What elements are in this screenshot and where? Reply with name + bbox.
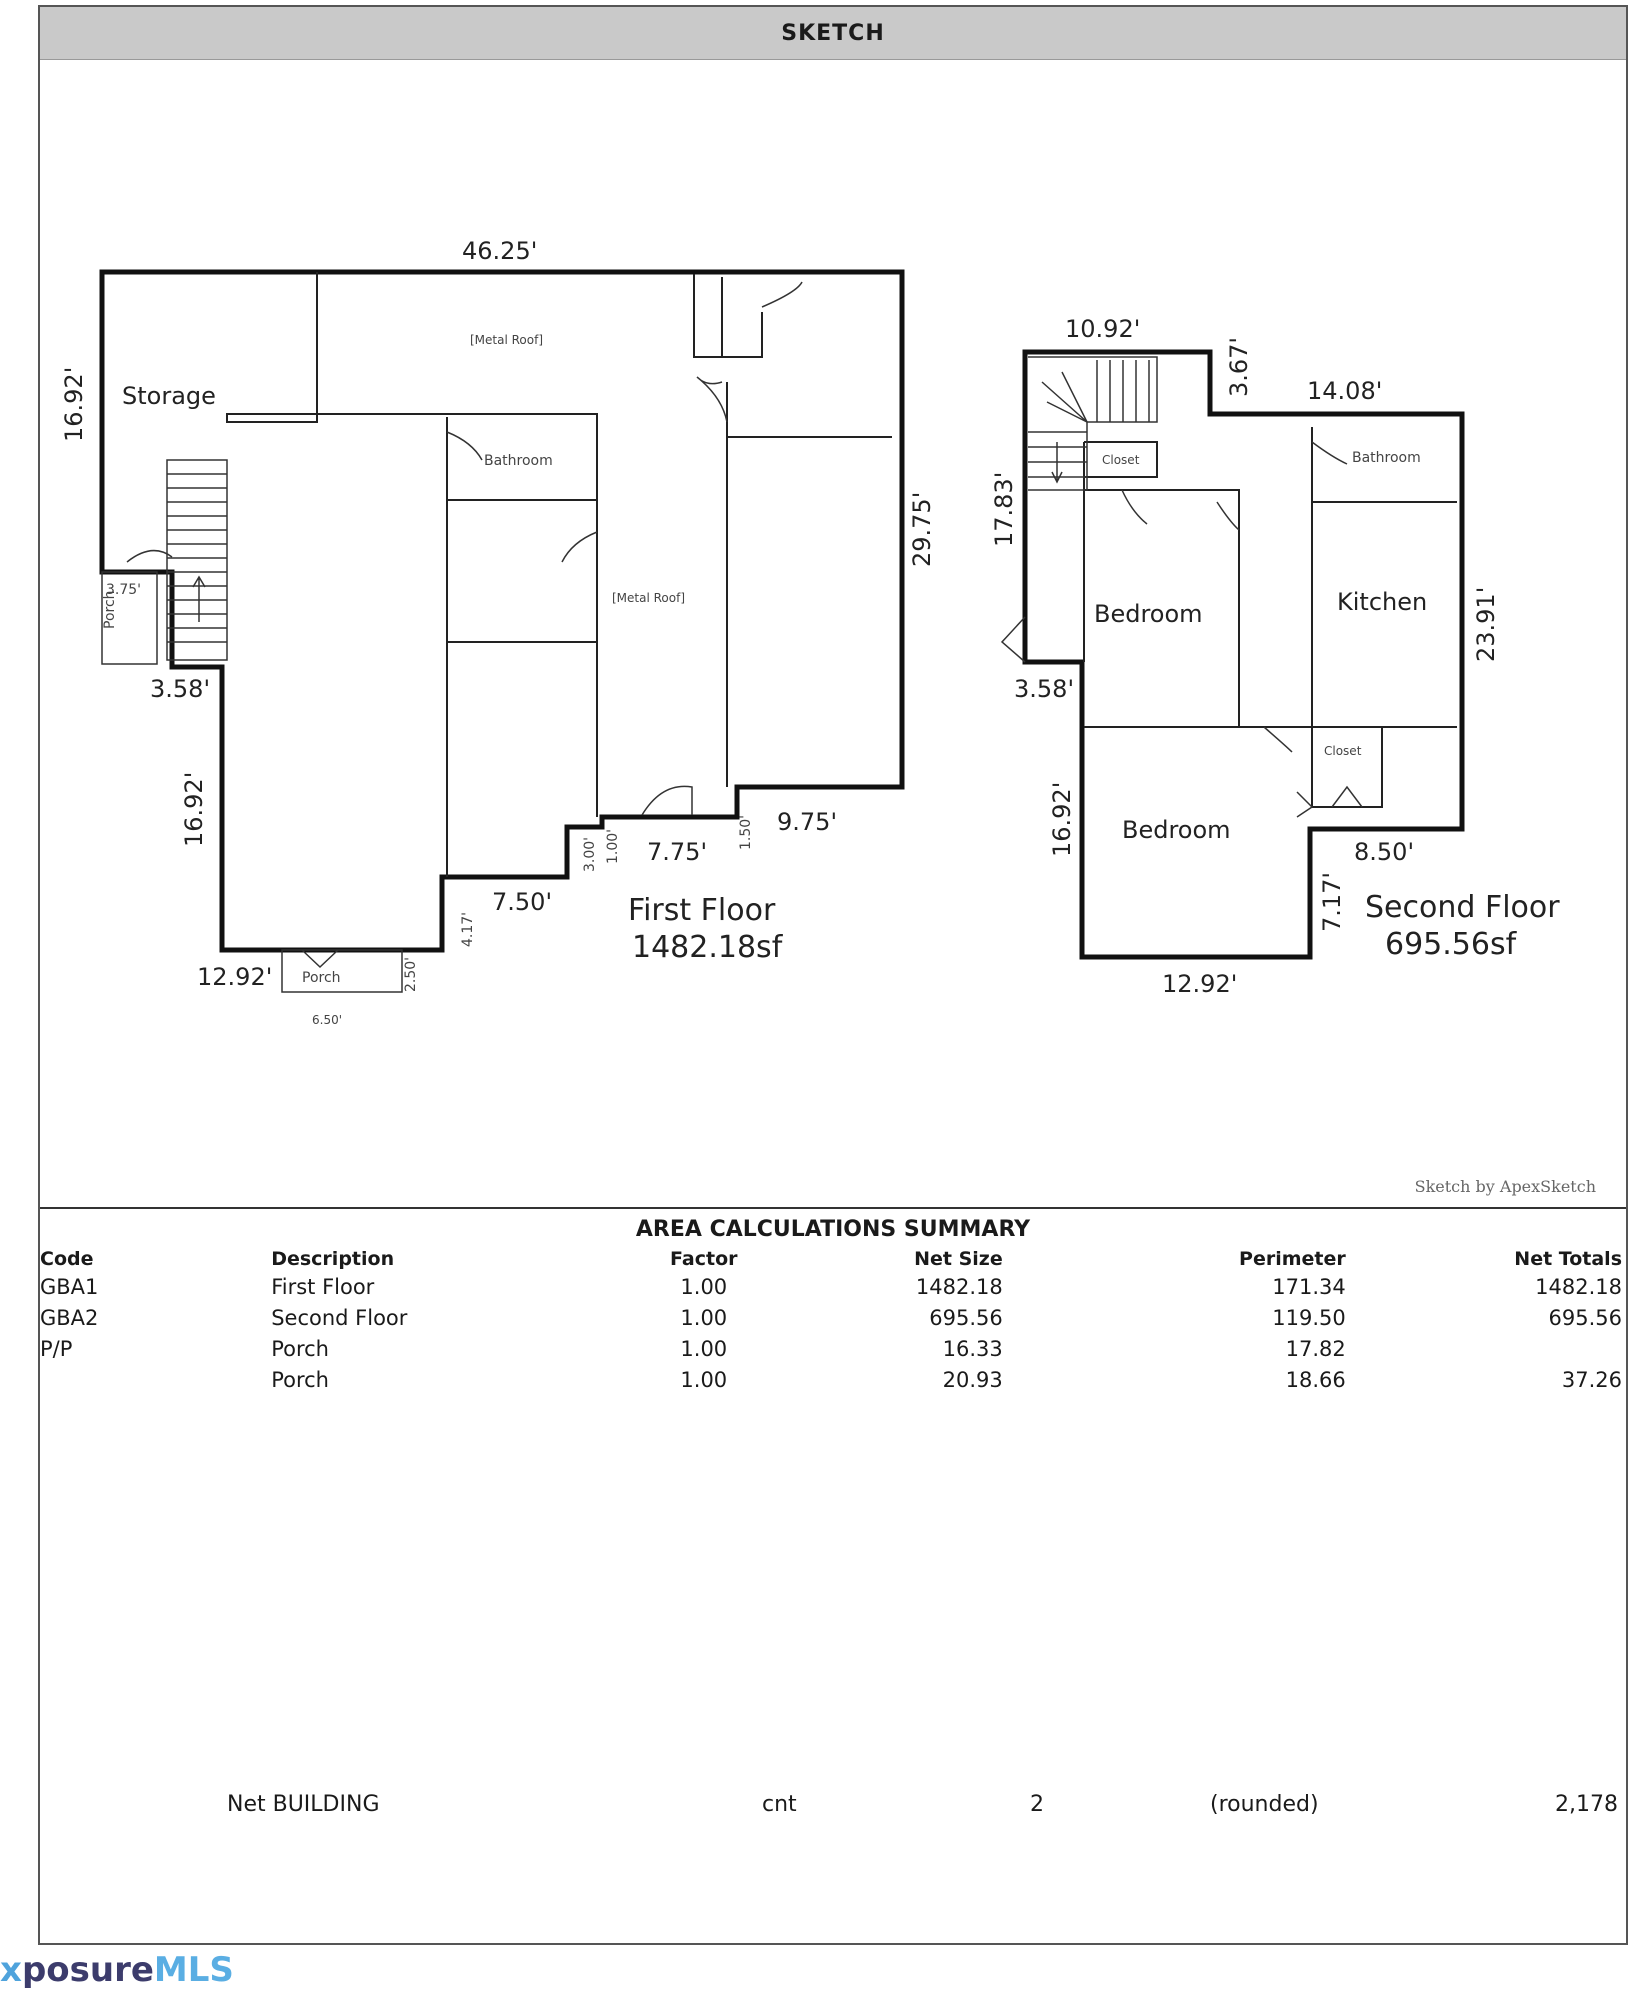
table-header-row bbox=[40, 1247, 1626, 1271]
cell-factor: 1.00 bbox=[680, 1367, 728, 1392]
cell-description: Porch bbox=[271, 1367, 329, 1392]
net-building-total: 2,178 bbox=[1555, 1792, 1618, 1817]
dim-ff-step-b-h: 3.00' bbox=[582, 836, 598, 872]
dim-ff-lower-left: 16.92' bbox=[180, 771, 208, 847]
first-floor-plan bbox=[60, 237, 936, 1027]
header-factor: Factor bbox=[670, 1248, 738, 1270]
logo-x: x bbox=[0, 1950, 22, 1990]
room-porch-small: Porch bbox=[102, 590, 118, 629]
cell-code: GBA1 bbox=[40, 1274, 99, 1299]
header-net-totals: Net Totals bbox=[1514, 1248, 1622, 1270]
cell-perimeter: 171.34 bbox=[1272, 1274, 1346, 1299]
second-floor-name: Second Floor bbox=[1365, 890, 1560, 925]
cell-perimeter: 17.82 bbox=[1285, 1336, 1346, 1361]
dim-ff-step-b-h2: 1.00' bbox=[605, 828, 621, 864]
cell-net-size: 20.93 bbox=[942, 1367, 1003, 1392]
dim-sf-right: 23.91' bbox=[1472, 586, 1500, 662]
net-building-rounded-label: (rounded) bbox=[1210, 1792, 1319, 1817]
table-row bbox=[40, 1271, 1626, 1302]
room-closet-1: Closet bbox=[1102, 453, 1140, 467]
room-metal-roof-2: [Metal Roof] bbox=[612, 591, 686, 605]
dim-ff-step-w: 3.58' bbox=[150, 675, 211, 703]
room-porch-front: Porch bbox=[302, 970, 341, 986]
dim-sf-lower-left: 16.92' bbox=[1048, 781, 1076, 857]
first-floor-stairs bbox=[167, 460, 227, 660]
header-perimeter: Perimeter bbox=[1239, 1248, 1346, 1270]
dim-sf-left: 17.83' bbox=[990, 471, 1018, 547]
net-building-label: Net BUILDING bbox=[227, 1792, 380, 1817]
dim-sf-notch: 3.67' bbox=[1225, 336, 1253, 397]
table-row bbox=[40, 1364, 1626, 1395]
cell-code: P/P bbox=[40, 1336, 73, 1361]
summary-divider bbox=[40, 1207, 1626, 1209]
dim-sf-top: 10.92' bbox=[1065, 315, 1141, 343]
room-metal-roof-1: [Metal Roof] bbox=[470, 333, 544, 347]
table-row bbox=[40, 1302, 1626, 1333]
logo-posure: posure bbox=[21, 1950, 154, 1990]
cell-net-size: 1482.18 bbox=[915, 1274, 1003, 1299]
first-floor-area: 1482.18sf bbox=[632, 930, 783, 965]
dim-sf-notch-w: 8.50' bbox=[1354, 838, 1415, 866]
room-bedroom-1: Bedroom bbox=[1094, 600, 1203, 628]
cell-factor: 1.00 bbox=[680, 1305, 728, 1330]
floor-plan-drawing bbox=[40, 7, 1630, 1197]
room-kitchen: Kitchen bbox=[1337, 588, 1428, 616]
sketch-title: SKETCH bbox=[781, 20, 885, 46]
second-floor-stairs bbox=[1028, 357, 1157, 490]
header-net-size: Net Size bbox=[914, 1248, 1003, 1270]
dim-ff-bottom-left: 12.92' bbox=[197, 963, 273, 991]
exposure-mls-logo bbox=[0, 1950, 234, 1990]
second-floor-area: 695.56sf bbox=[1385, 927, 1517, 962]
cell-factor: 1.00 bbox=[680, 1274, 728, 1299]
room-bedroom-2: Bedroom bbox=[1122, 816, 1231, 844]
cell-net-size: 16.33 bbox=[942, 1336, 1003, 1361]
dim-sf-notch-h: 7.17' bbox=[1318, 871, 1346, 932]
dim-ff-step-b: 7.75' bbox=[647, 838, 708, 866]
dim-ff-step-a: 7.50' bbox=[492, 888, 553, 916]
cell-description: First Floor bbox=[271, 1274, 375, 1299]
net-building-cnt-label: cnt bbox=[762, 1792, 797, 1817]
table-row bbox=[40, 1333, 1626, 1364]
dim-ff-porch-h: 2.50' bbox=[403, 956, 419, 992]
room-closet-2: Closet bbox=[1324, 744, 1362, 758]
dim-ff-top: 46.25' bbox=[462, 237, 538, 265]
first-floor-outer-wall bbox=[102, 272, 902, 950]
room-bathroom-2: Bathroom bbox=[1352, 450, 1421, 466]
area-calculations-table bbox=[40, 1247, 1626, 1395]
dim-ff-right: 29.75' bbox=[908, 491, 936, 567]
cell-net-size: 695.56 bbox=[929, 1305, 1003, 1330]
dim-sf-step-w: 3.58' bbox=[1014, 675, 1075, 703]
dim-sf-top-right: 14.08' bbox=[1307, 377, 1383, 405]
room-storage: Storage bbox=[122, 382, 216, 410]
room-bathroom-1: Bathroom bbox=[484, 453, 553, 469]
cell-description: Second Floor bbox=[271, 1305, 408, 1330]
cell-code: GBA2 bbox=[40, 1305, 99, 1330]
dim-ff-porch-bottom: 6.50' bbox=[312, 1013, 343, 1027]
header-code: Code bbox=[40, 1248, 94, 1270]
apex-sketch-credit: Sketch by ApexSketch bbox=[1414, 1177, 1596, 1196]
cell-net-total bbox=[1350, 1333, 1626, 1364]
sketch-document bbox=[38, 5, 1628, 1945]
dim-ff-step-a-h: 4.17' bbox=[460, 911, 476, 947]
cell-net-total: 695.56 bbox=[1548, 1305, 1622, 1330]
dim-ff-step-c: 9.75' bbox=[777, 808, 838, 836]
header-description: Description bbox=[271, 1248, 395, 1270]
net-building-cnt: 2 bbox=[1030, 1792, 1044, 1817]
dim-sf-bottom: 12.92' bbox=[1162, 970, 1238, 998]
cell-net-total: 1482.18 bbox=[1535, 1274, 1622, 1299]
dim-ff-porch-w: 3.75' bbox=[106, 582, 142, 598]
dim-ff-left: 16.92' bbox=[60, 366, 88, 442]
cell-code bbox=[40, 1364, 267, 1395]
dim-ff-step-c-h: 1.50' bbox=[738, 814, 754, 850]
summary-title: AREA CALCULATIONS SUMMARY bbox=[635, 1217, 1031, 1242]
first-floor-name: First Floor bbox=[628, 893, 776, 928]
cell-perimeter: 18.66 bbox=[1285, 1367, 1346, 1392]
cell-net-total: 37.26 bbox=[1561, 1367, 1622, 1392]
second-floor-plan bbox=[990, 315, 1560, 998]
logo-mls: MLS bbox=[153, 1950, 234, 1990]
cell-perimeter: 119.50 bbox=[1272, 1305, 1346, 1330]
cell-description: Porch bbox=[271, 1336, 329, 1361]
cell-factor: 1.00 bbox=[680, 1336, 728, 1361]
